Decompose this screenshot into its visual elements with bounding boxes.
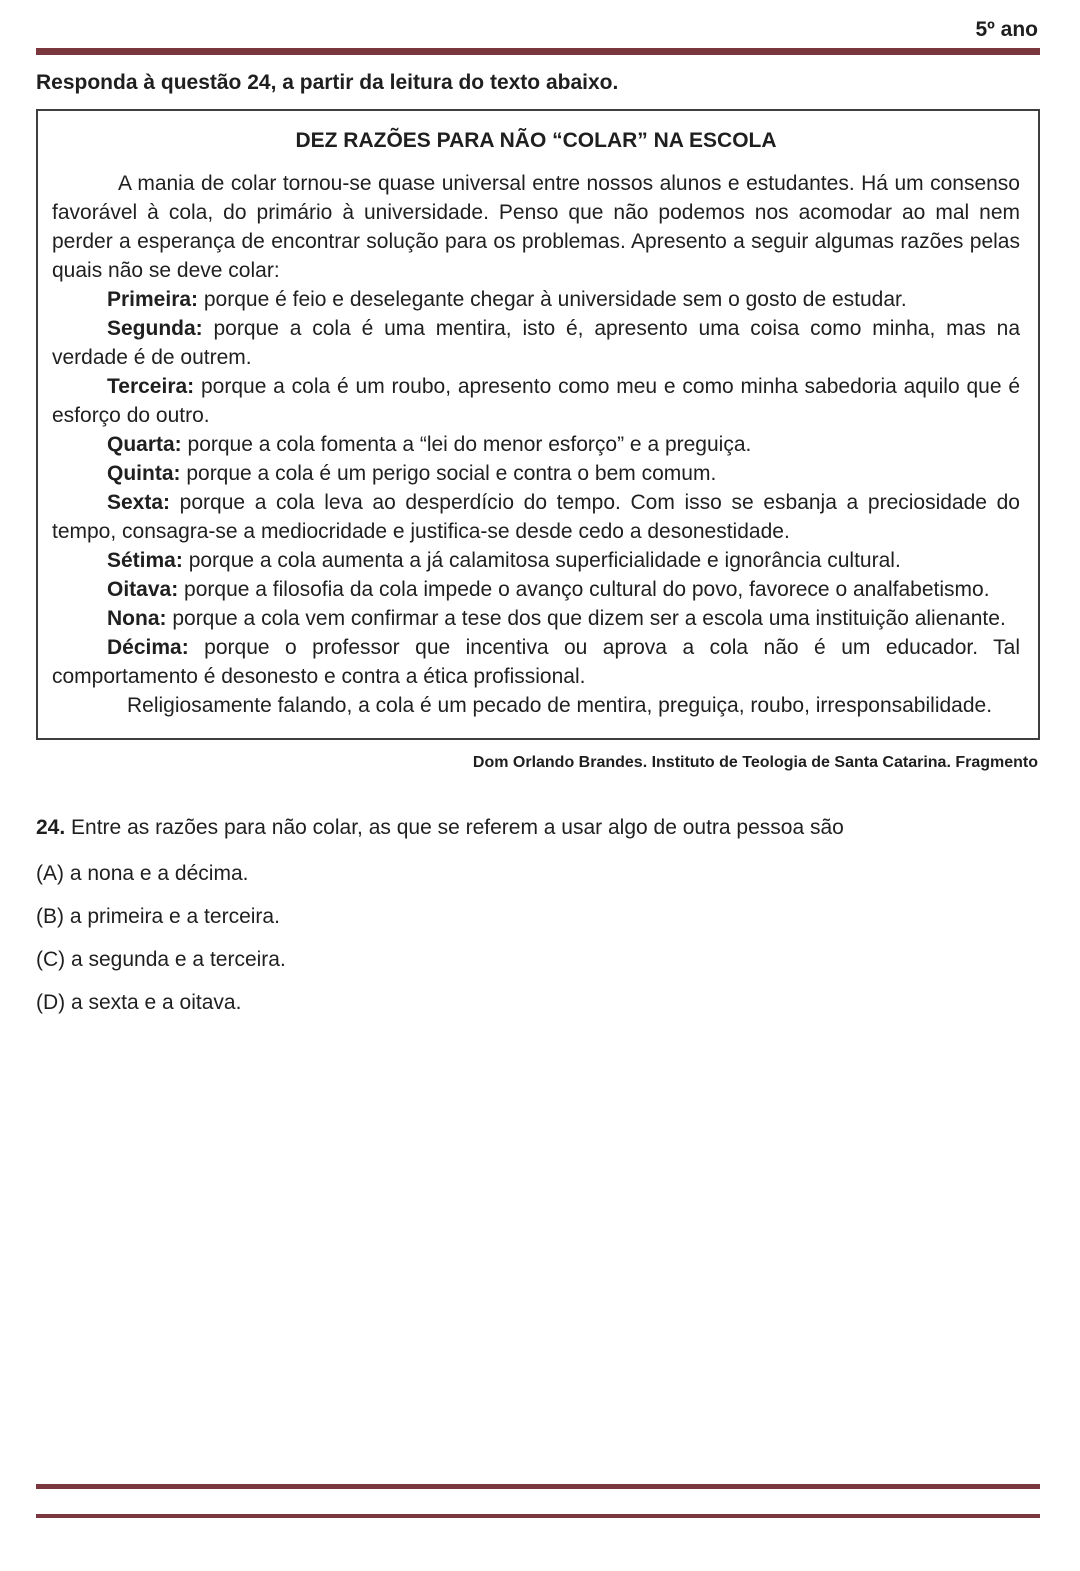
option-text: a primeira e a terceira.	[64, 905, 280, 928]
footer-rule-thick	[36, 1484, 1040, 1489]
reason-label: Terceira:	[107, 375, 195, 398]
reason-paragraph-7	[52, 546, 1020, 575]
reason-paragraph-5	[52, 459, 1020, 488]
option-text: a segunda e a terceira.	[65, 948, 286, 971]
reason-label: Quarta:	[107, 433, 182, 456]
question-text: Entre as razões para não colar, as que se referem a usar algo de outra pessoa são	[65, 816, 844, 839]
reason-text: porque a cola é uma mentira, isto é, apresento uma coisa como minha, mas na verdade é de outrem.	[52, 317, 1020, 369]
option-text: a sexta e a oitava.	[65, 991, 242, 1014]
footer-rule-thin	[36, 1514, 1040, 1518]
reason-text: porque a cola é um roubo, apresento como meu e como minha sabedoria aquilo que é esforço do outro.	[52, 375, 1020, 427]
option-letter: (B)	[36, 905, 64, 928]
option-b	[36, 905, 1040, 929]
reason-label: Sexta:	[107, 491, 171, 514]
reason-text: porque a cola vem confirmar a tese dos que dizem ser a escola uma instituição alienante.	[166, 607, 1006, 630]
page-header	[36, 18, 1038, 42]
option-text: a nona e a décima.	[64, 862, 249, 885]
option-letter: (A)	[36, 862, 64, 885]
reason-text: porque a cola aumenta a já calamitosa superficialidade e ignorância cultural.	[182, 549, 901, 572]
reason-text: porque a cola leva ao desperdício do tempo. Com isso se esbanja a preciosidade do tempo, consagra-se a mediocridade e justifica-se desde cedo a desonestidade.	[52, 491, 1020, 543]
question-number: 24.	[36, 816, 66, 839]
reason-label: Nona:	[107, 607, 167, 630]
reason-paragraph-2	[52, 314, 1020, 372]
reason-text: porque a cola fomenta a “lei do menor esforço” e a preguiça.	[181, 433, 752, 456]
option-letter: (D)	[36, 991, 66, 1014]
reason-label: Primeira:	[107, 288, 199, 311]
reason-paragraph-1	[52, 285, 1020, 314]
reason-text: porque a cola é um perigo social e contra o bem comum.	[180, 462, 717, 485]
reason-paragraph-8	[52, 575, 1020, 604]
option-a	[36, 862, 1040, 886]
reason-label: Quinta:	[107, 462, 181, 485]
top-rule	[36, 48, 1040, 55]
reason-text: porque a filosofia da cola impede o avanço cultural do povo, favorece o analfabetismo.	[178, 578, 990, 601]
option-letter: (C)	[36, 948, 66, 971]
reason-paragraph-4	[52, 430, 1020, 459]
question-stem	[36, 816, 1040, 840]
reason-label: Sétima:	[107, 549, 183, 572]
reason-label: Oitava:	[107, 578, 179, 601]
source-citation: Dom Orlando Brandes. Instituto de Teologia de Santa Catarina. Fragmento	[472, 754, 1038, 771]
option-c	[36, 948, 1040, 972]
option-d	[36, 991, 1040, 1015]
grade-label: 5º ano	[975, 18, 1038, 41]
reason-paragraph-6	[52, 488, 1020, 546]
reason-text: porque o professor que incentiva ou aprova a cola não é um educador. Tal comportamento é desonesto e contra a ética profissional.	[52, 636, 1020, 688]
reading-text-box	[36, 109, 1040, 740]
reason-paragraph-10	[52, 633, 1020, 691]
closing-paragraph: Religiosamente falando, a cola é um pecado de mentira, preguiça, roubo, irresponsabilidade.	[127, 694, 993, 717]
reason-text: porque é feio e deselegante chegar à universidade sem o gosto de estudar.	[198, 288, 907, 311]
intro-paragraph: A mania de colar tornou-se quase universal entre nossos alunos e estudantes. Há um consenso favorável à cola, do primário à universidade. Penso que não podemos nos acomodar ao mal nem perder a esperança de encontrar solução para os problemas. Apresento a seguir algumas razões pelas quais não se deve colar:	[52, 172, 1020, 282]
instruction-text: Responda à questão 24, a partir da leitura do texto abaixo.	[36, 71, 619, 94]
footer-rules	[36, 1484, 1040, 1518]
question-24	[36, 816, 1040, 1015]
text-title: DEZ RAZÕES PARA NÃO “COLAR” NA ESCOLA	[295, 129, 777, 152]
reason-paragraph-3	[52, 372, 1020, 430]
reason-label: Segunda:	[107, 317, 203, 340]
reason-label: Décima:	[107, 636, 189, 659]
reason-paragraph-9	[52, 604, 1020, 633]
